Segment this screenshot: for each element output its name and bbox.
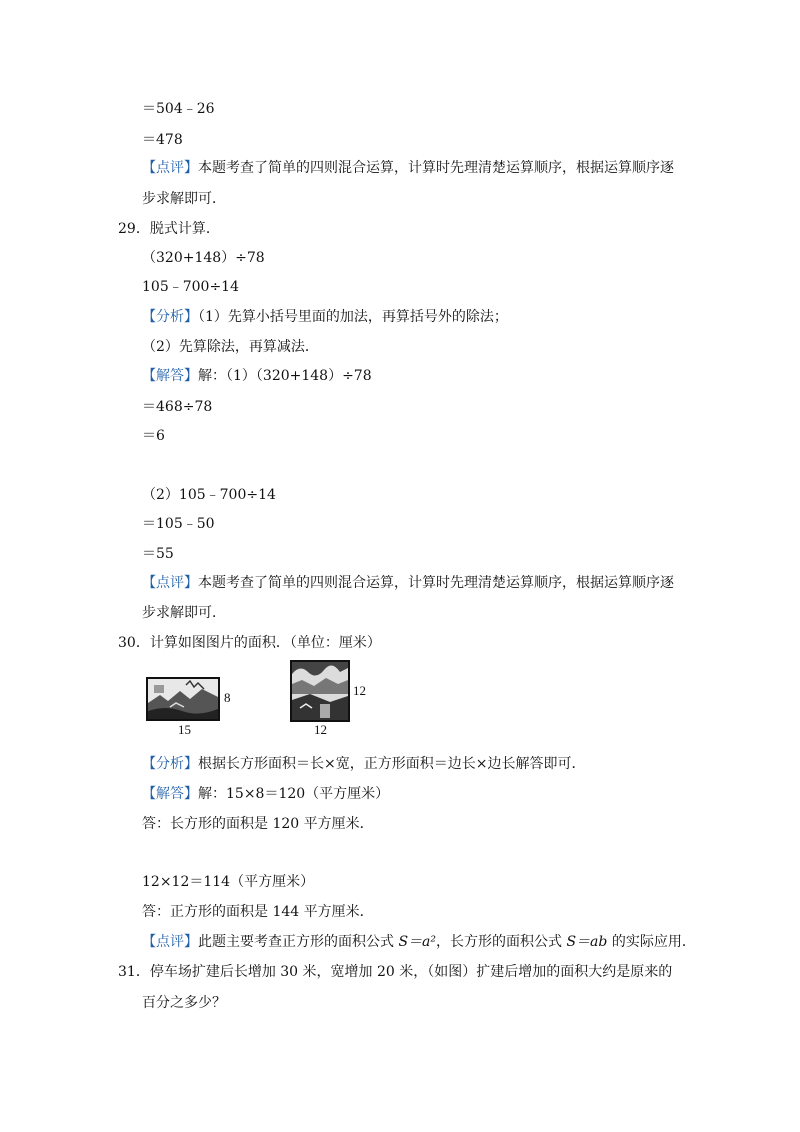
q28-comment-line-2: 步求解即可． <box>142 191 226 207</box>
q29-answer-line-2: ＝468÷78 <box>142 399 213 415</box>
q28-comment-line-1 <box>142 158 674 178</box>
square-photo <box>290 660 350 722</box>
q29-answer-line-4: （2）105﹣700÷14 <box>142 487 276 503</box>
q29-comment-line-1 <box>142 573 674 593</box>
answer-tag: 【解答】 <box>142 786 198 802</box>
analysis-text: （1）先算小括号里面的加法，再算括号外的除法； <box>198 309 508 325</box>
q29-answer-line-1 <box>142 366 372 386</box>
comment-tag: 【点评】 <box>142 160 198 176</box>
rect-height-label: 8 <box>224 690 231 705</box>
answer-text: 解：（1）（320+148）÷78 <box>198 368 372 384</box>
rect-width-label: 15 <box>178 722 191 737</box>
q30-comment-line <box>142 932 696 952</box>
comment-text: 本题考查了简单的四则混合运算，计算时先理清楚运算顺序，根据运算顺序逐 <box>198 575 674 591</box>
question-number: 30． <box>118 635 150 651</box>
q29-expression-1: （320+148）÷78 <box>142 250 265 266</box>
q30-answer-line-2: 答：长方形的面积是 120 平方厘米． <box>142 816 374 832</box>
comment-text-middle: ，长方形的面积公式 <box>436 934 567 950</box>
q28-step-1: ＝504﹣26 <box>142 101 215 117</box>
q29-expression-2: 105﹣700÷14 <box>142 279 239 295</box>
q30-answer-line-3: 12×12＝114（平方厘米） <box>142 874 315 890</box>
comment-text: 本题考查了简单的四则混合运算，计算时先理清楚运算顺序，根据运算顺序逐 <box>198 160 674 176</box>
question-title: 脱式计算． <box>149 221 220 237</box>
comment-text-end: 的实际应用． <box>607 934 696 950</box>
square-area-formula: S＝a² <box>398 934 437 950</box>
answer-tag: 【解答】 <box>142 368 198 384</box>
q30-answer-line-4: 答：正方形的面积是 144 平方厘米． <box>142 904 374 920</box>
q28-step-2: ＝478 <box>142 132 183 148</box>
question-number: 29． <box>118 221 150 237</box>
square-side-label-bottom: 12 <box>314 722 327 737</box>
q29-comment-line-2: 步求解即可． <box>142 605 226 621</box>
q29-heading <box>118 219 220 239</box>
analysis-tag: 【分析】 <box>142 756 198 772</box>
q29-answer-line-3: ＝6 <box>142 428 165 444</box>
comment-text-start: 此题主要考查正方形的面积公式 <box>198 934 399 950</box>
analysis-tag: 【分析】 <box>142 309 198 325</box>
question-title: 计算如图图片的面积．（单位：厘米） <box>149 635 381 651</box>
answer-text: 解：15×8＝120（平方厘米） <box>198 786 390 802</box>
comment-tag: 【点评】 <box>142 934 198 950</box>
comment-tag: 【点评】 <box>142 575 198 591</box>
q31-heading <box>118 962 672 982</box>
q31-text-line-2: 百分之多少？ <box>142 995 226 1011</box>
q29-answer-line-5: ＝105﹣50 <box>142 516 215 532</box>
question-number: 31． <box>118 964 150 980</box>
q29-analysis-line-1 <box>142 307 508 327</box>
q29-analysis-line-2: （2）先算除法，再算减法． <box>142 339 319 355</box>
square-side-label-right: 12 <box>353 683 366 698</box>
rectangle-photo <box>146 677 220 721</box>
q30-answer-line-1 <box>142 784 389 804</box>
analysis-text: 根据长方形面积＝长×宽，正方形面积＝边长×边长解答即可． <box>198 756 586 772</box>
q30-heading <box>118 633 381 653</box>
q29-answer-line-6: ＝55 <box>142 546 174 562</box>
q30-analysis-line <box>142 754 585 774</box>
question-text: 停车场扩建后长增加 30 米，宽增加 20 米，（如图）扩建后增加的面积大约是原来的 <box>149 964 673 980</box>
rectangle-area-formula: S＝ab <box>566 934 608 950</box>
